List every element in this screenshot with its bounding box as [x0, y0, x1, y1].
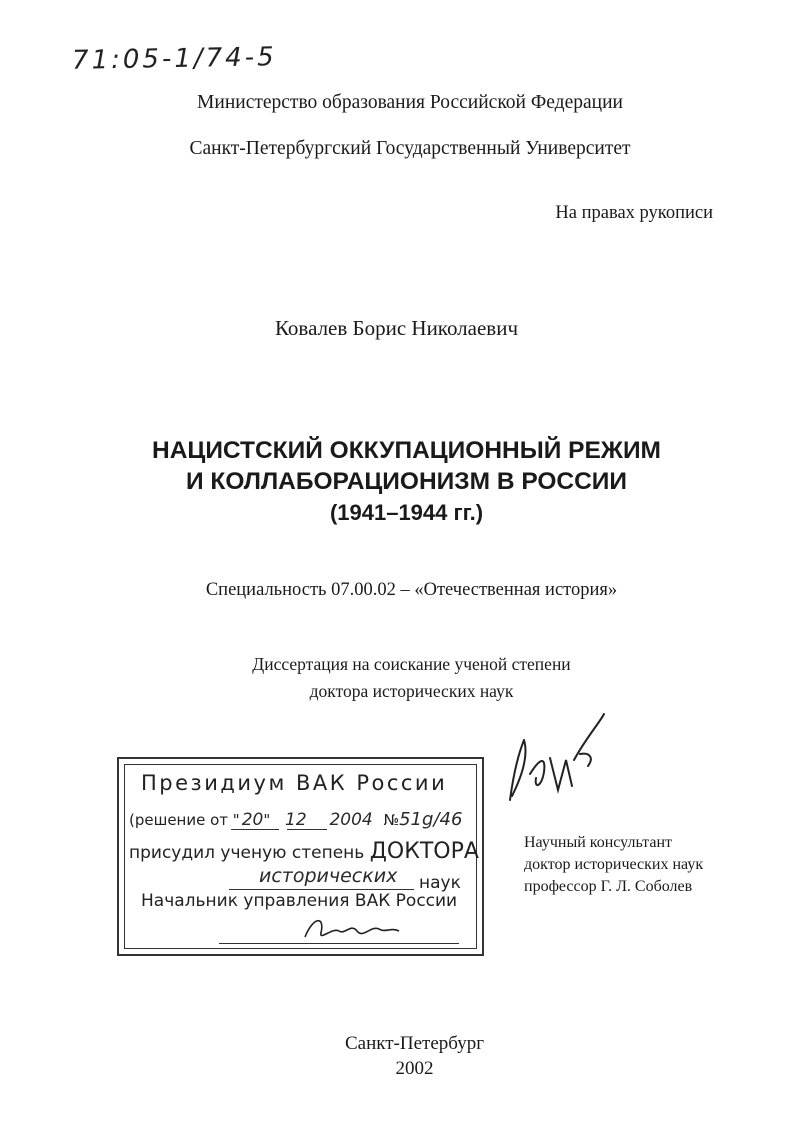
title-line-1: НАЦИСТСКИЙ ОККУПАЦИОННЫЙ РЕЖИМ: [152, 437, 661, 464]
consultant-name: профессор Г. Л. Соболев: [524, 878, 693, 895]
stamp-signature: [299, 909, 409, 945]
stamp-title: Президиум ВАК России: [141, 771, 448, 795]
stamp-decision-line: (решение от " 20" 12 2004 №51g/46: [129, 809, 463, 830]
archive-number: 71:05-1/74-5: [71, 42, 277, 76]
stamp-number: 51g/46: [399, 809, 463, 830]
consultant-degree: доктор исторических наук: [524, 856, 704, 873]
stamp-field-underline: [229, 889, 414, 890]
title-line-3: (1941–1944 гг.): [329, 500, 484, 525]
dissertation-line-1: Диссертация на соискание ученой степени: [252, 654, 571, 674]
stamp-day: 20: [241, 810, 264, 830]
stamp-day-underline: [231, 829, 279, 830]
stamp-month-underline: [287, 829, 327, 830]
stamp-awarded-text: присудил ученую степень: [129, 843, 365, 863]
stamp-month: 12: [285, 810, 307, 830]
ministry-line: Министерство образования Российской Федерации: [197, 92, 623, 113]
stamp-degree: ДОКТОРА: [369, 839, 479, 864]
stamp-number-label: №: [383, 811, 400, 829]
author-name: Ковалев Борис Николаевич: [274, 316, 519, 340]
university-line: Санкт-Петербургский Государственный Университет: [189, 138, 631, 159]
stamp-signature-line: [219, 943, 459, 944]
consultant-label: Научный консультант: [524, 834, 672, 851]
dissertation-line-2: доктора исторических наук: [309, 681, 514, 701]
rights-note: На правах рукописи: [555, 203, 713, 223]
vak-stamp: [117, 757, 484, 956]
signature-mark: [500, 700, 610, 810]
specialty-line: Специальность 07.00.02 – «Отечественная история»: [205, 580, 618, 600]
stamp-field-suffix: наук: [419, 873, 461, 893]
consultant-block: [524, 832, 703, 898]
stamp-year: 2004: [329, 810, 373, 830]
stamp-head-title: Начальник управления ВАК России: [141, 891, 458, 911]
stamp-decision-prefix: (решение от ": [129, 811, 240, 829]
city: Санкт-Петербург: [344, 1033, 484, 1054]
stamp-awarded-line: [129, 839, 479, 864]
title-line-2: И КОЛЛАБОРАЦИОНИЗМ В РОССИИ: [185, 468, 628, 495]
stamp-field: исторических: [259, 865, 398, 887]
year: 2002: [395, 1058, 434, 1079]
